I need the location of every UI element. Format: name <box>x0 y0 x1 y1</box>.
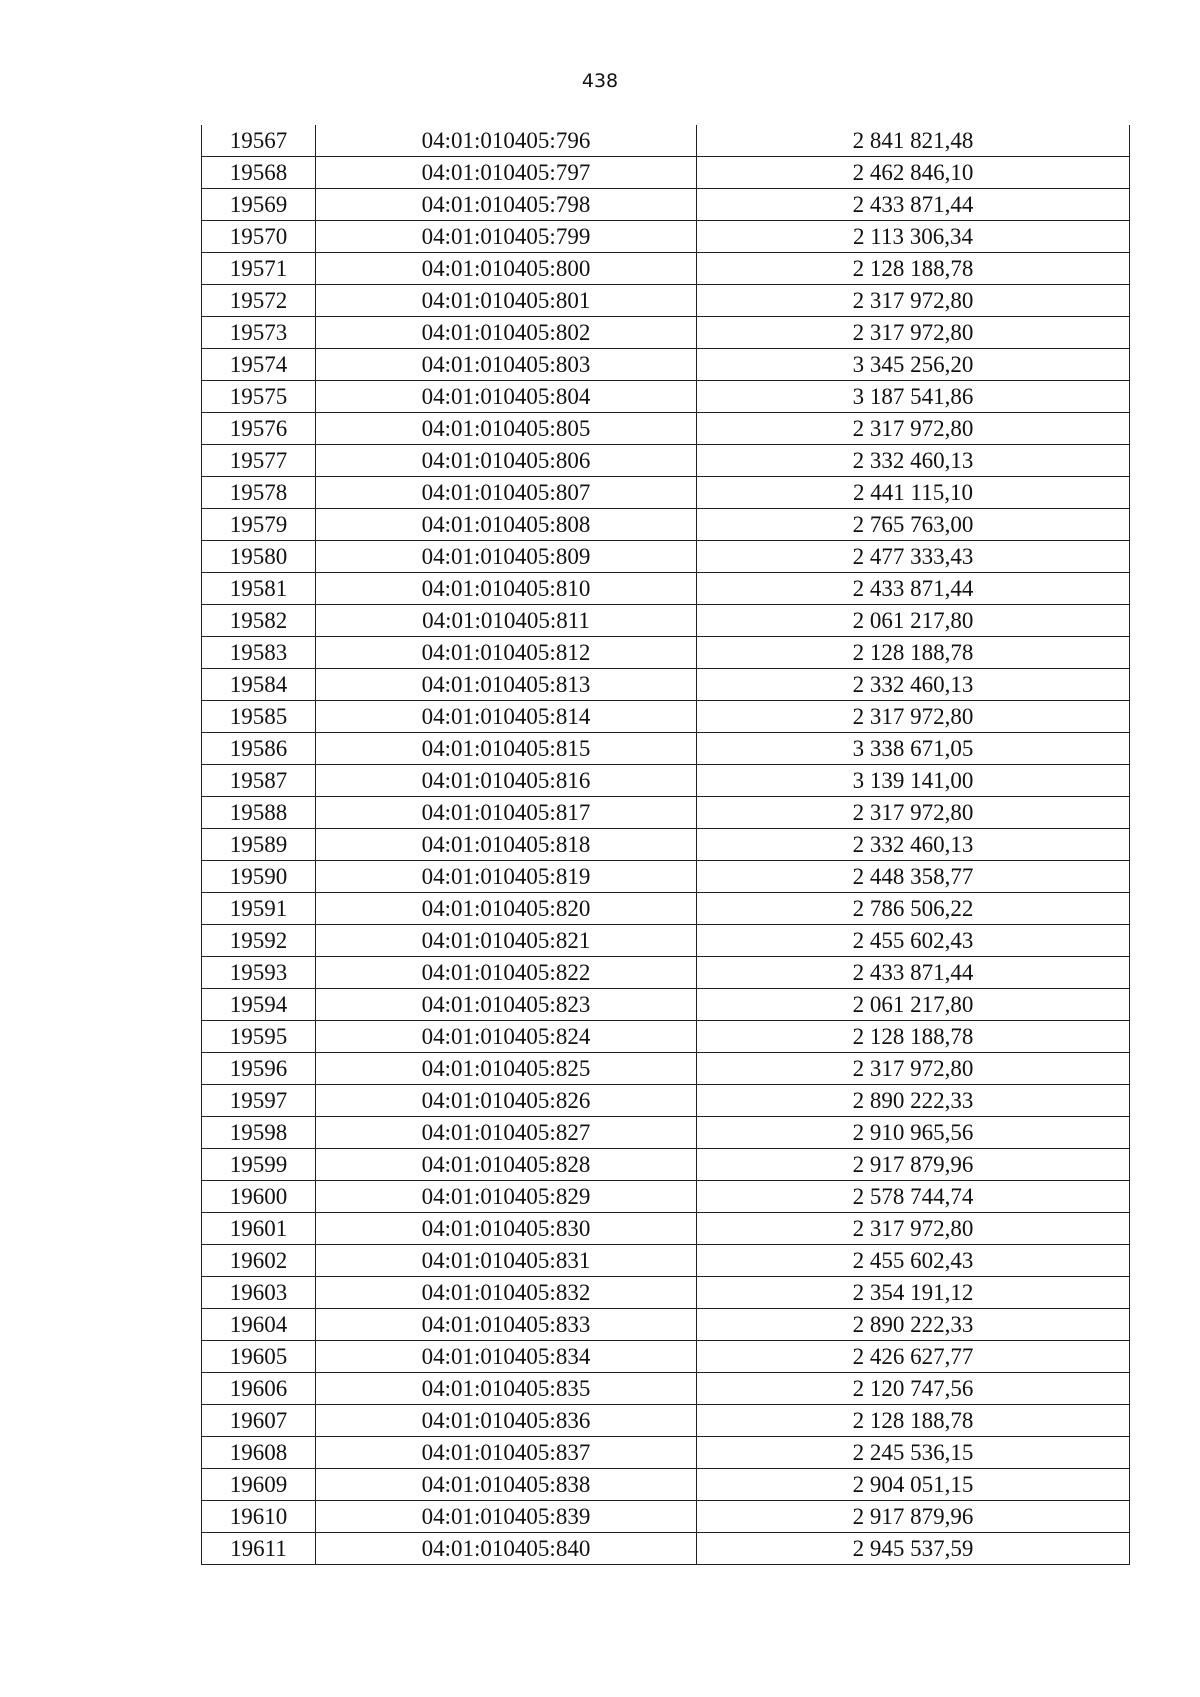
cadastral-number-cell: 04:01:010405:803 <box>316 349 697 381</box>
value-cell: 2 354 191,12 <box>697 1277 1130 1309</box>
cadastral-number-cell: 04:01:010405:802 <box>316 317 697 349</box>
cadastral-number-cell: 04:01:010405:832 <box>316 1277 697 1309</box>
row-number-cell: 19595 <box>202 1021 316 1053</box>
table-row <box>202 1373 1130 1405</box>
cadastral-number-cell: 04:01:010405:830 <box>316 1213 697 1245</box>
page-number: 438 <box>581 70 619 92</box>
value-cell: 2 433 871,44 <box>697 573 1130 605</box>
row-number-cell: 19572 <box>202 285 316 317</box>
cadastral-number-cell: 04:01:010405:839 <box>316 1501 697 1533</box>
row-number-cell: 19581 <box>202 573 316 605</box>
row-number-cell: 19594 <box>202 989 316 1021</box>
value-cell: 2 765 763,00 <box>697 509 1130 541</box>
value-cell: 2 904 051,15 <box>697 1469 1130 1501</box>
cadastral-number-cell: 04:01:010405:825 <box>316 1053 697 1085</box>
row-number-cell: 19608 <box>202 1437 316 1469</box>
cadastral-number-cell: 04:01:010405:820 <box>316 893 697 925</box>
cadastral-number-cell: 04:01:010405:813 <box>316 669 697 701</box>
row-number-cell: 19570 <box>202 221 316 253</box>
value-cell: 2 128 188,78 <box>697 1405 1130 1437</box>
table-row <box>202 765 1130 797</box>
value-cell: 2 917 879,96 <box>697 1149 1130 1181</box>
value-cell: 2 455 602,43 <box>697 1245 1130 1277</box>
value-cell: 2 890 222,33 <box>697 1085 1130 1117</box>
row-number-cell: 19580 <box>202 541 316 573</box>
cadastral-number-cell: 04:01:010405:807 <box>316 477 697 509</box>
cadastral-number-cell: 04:01:010405:811 <box>316 605 697 637</box>
value-cell: 2 786 506,22 <box>697 893 1130 925</box>
cadastral-number-cell: 04:01:010405:818 <box>316 829 697 861</box>
row-number-cell: 19577 <box>202 445 316 477</box>
value-cell: 2 910 965,56 <box>697 1117 1130 1149</box>
value-cell: 2 890 222,33 <box>697 1309 1130 1341</box>
value-cell: 2 317 972,80 <box>697 797 1130 829</box>
table-row <box>202 1085 1130 1117</box>
table-row <box>202 605 1130 637</box>
value-cell: 2 332 460,13 <box>697 669 1130 701</box>
table-row <box>202 221 1130 253</box>
value-cell: 2 477 333,43 <box>697 541 1130 573</box>
value-cell: 2 317 972,80 <box>697 285 1130 317</box>
cadastral-number-cell: 04:01:010405:827 <box>316 1117 697 1149</box>
cadastral-number-cell: 04:01:010405:828 <box>316 1149 697 1181</box>
row-number-cell: 19573 <box>202 317 316 349</box>
value-cell: 2 455 602,43 <box>697 925 1130 957</box>
table-row <box>202 189 1130 221</box>
row-number-cell: 19575 <box>202 381 316 413</box>
row-number-cell: 19600 <box>202 1181 316 1213</box>
row-number-cell: 19582 <box>202 605 316 637</box>
value-cell: 2 945 537,59 <box>697 1533 1130 1565</box>
table-row <box>202 413 1130 445</box>
table-row <box>202 509 1130 541</box>
table-row <box>202 1309 1130 1341</box>
row-number-cell: 19574 <box>202 349 316 381</box>
value-cell: 2 426 627,77 <box>697 1341 1130 1373</box>
value-cell: 2 317 972,80 <box>697 317 1130 349</box>
cadastral-number-cell: 04:01:010405:834 <box>316 1341 697 1373</box>
table-row <box>202 1405 1130 1437</box>
table-row <box>202 1245 1130 1277</box>
table-row <box>202 157 1130 189</box>
cadastral-number-cell: 04:01:010405:835 <box>316 1373 697 1405</box>
cadastral-number-cell: 04:01:010405:840 <box>316 1533 697 1565</box>
value-cell: 2 917 879,96 <box>697 1501 1130 1533</box>
cadastral-number-cell: 04:01:010405:796 <box>316 125 697 157</box>
value-cell: 2 061 217,80 <box>697 605 1130 637</box>
cadastral-number-cell: 04:01:010405:816 <box>316 765 697 797</box>
table-row <box>202 701 1130 733</box>
cadastral-number-cell: 04:01:010405:797 <box>316 157 697 189</box>
table-row <box>202 861 1130 893</box>
table-row <box>202 893 1130 925</box>
table-row <box>202 541 1130 573</box>
value-cell: 2 578 744,74 <box>697 1181 1130 1213</box>
value-cell: 2 317 972,80 <box>697 701 1130 733</box>
row-number-cell: 19610 <box>202 1501 316 1533</box>
value-cell: 3 187 541,86 <box>697 381 1130 413</box>
row-number-cell: 19584 <box>202 669 316 701</box>
value-cell: 3 345 256,20 <box>697 349 1130 381</box>
row-number-cell: 19588 <box>202 797 316 829</box>
value-cell: 2 433 871,44 <box>697 189 1130 221</box>
table-row <box>202 317 1130 349</box>
table-row <box>202 829 1130 861</box>
table-row <box>202 797 1130 829</box>
cadastral-number-cell: 04:01:010405:823 <box>316 989 697 1021</box>
table-row <box>202 573 1130 605</box>
cadastral-number-cell: 04:01:010405:824 <box>316 1021 697 1053</box>
row-number-cell: 19602 <box>202 1245 316 1277</box>
cadastral-number-cell: 04:01:010405:808 <box>316 509 697 541</box>
cadastral-number-cell: 04:01:010405:801 <box>316 285 697 317</box>
row-number-cell: 19599 <box>202 1149 316 1181</box>
cadastral-number-cell: 04:01:010405:831 <box>316 1245 697 1277</box>
table-row <box>202 1277 1130 1309</box>
row-number-cell: 19598 <box>202 1117 316 1149</box>
value-cell: 2 448 358,77 <box>697 861 1130 893</box>
row-number-cell: 19606 <box>202 1373 316 1405</box>
table-row <box>202 445 1130 477</box>
row-number-cell: 19605 <box>202 1341 316 1373</box>
cadastral-number-cell: 04:01:010405:837 <box>316 1437 697 1469</box>
row-number-cell: 19591 <box>202 893 316 925</box>
table-row <box>202 477 1130 509</box>
row-number-cell: 19607 <box>202 1405 316 1437</box>
table-row <box>202 669 1130 701</box>
cadastral-number-cell: 04:01:010405:800 <box>316 253 697 285</box>
table-row <box>202 253 1130 285</box>
cadastral-number-cell: 04:01:010405:814 <box>316 701 697 733</box>
table-body <box>202 125 1130 1565</box>
table-row <box>202 1533 1130 1565</box>
value-cell: 3 139 141,00 <box>697 765 1130 797</box>
row-number-cell: 19604 <box>202 1309 316 1341</box>
data-table <box>201 125 1130 1565</box>
value-cell: 2 841 821,48 <box>697 125 1130 157</box>
cadastral-number-cell: 04:01:010405:822 <box>316 957 697 989</box>
row-number-cell: 19586 <box>202 733 316 765</box>
table-row <box>202 989 1130 1021</box>
cadastral-number-cell: 04:01:010405:809 <box>316 541 697 573</box>
value-cell: 3 338 671,05 <box>697 733 1130 765</box>
cadastral-number-cell: 04:01:010405:798 <box>316 189 697 221</box>
value-cell: 2 113 306,34 <box>697 221 1130 253</box>
table-row <box>202 733 1130 765</box>
table-row <box>202 1021 1130 1053</box>
cadastral-number-cell: 04:01:010405:833 <box>316 1309 697 1341</box>
row-number-cell: 19589 <box>202 829 316 861</box>
row-number-cell: 19603 <box>202 1277 316 1309</box>
table-row <box>202 1469 1130 1501</box>
cadastral-number-cell: 04:01:010405:815 <box>316 733 697 765</box>
value-cell: 2 441 115,10 <box>697 477 1130 509</box>
cadastral-number-cell: 04:01:010405:817 <box>316 797 697 829</box>
row-number-cell: 19593 <box>202 957 316 989</box>
table-row <box>202 1341 1130 1373</box>
row-number-cell: 19579 <box>202 509 316 541</box>
cadastral-number-cell: 04:01:010405:829 <box>316 1181 697 1213</box>
row-number-cell: 19597 <box>202 1085 316 1117</box>
cadastral-number-cell: 04:01:010405:799 <box>316 221 697 253</box>
value-cell: 2 128 188,78 <box>697 637 1130 669</box>
row-number-cell: 19567 <box>202 125 316 157</box>
row-number-cell: 19583 <box>202 637 316 669</box>
value-cell: 2 120 747,56 <box>697 1373 1130 1405</box>
value-cell: 2 317 972,80 <box>697 413 1130 445</box>
table-row <box>202 1149 1130 1181</box>
row-number-cell: 19569 <box>202 189 316 221</box>
table-row <box>202 1117 1130 1149</box>
table-row <box>202 637 1130 669</box>
value-cell: 2 128 188,78 <box>697 1021 1130 1053</box>
value-cell: 2 332 460,13 <box>697 445 1130 477</box>
table-row <box>202 1501 1130 1533</box>
cadastral-number-cell: 04:01:010405:806 <box>316 445 697 477</box>
table-row <box>202 125 1130 157</box>
row-number-cell: 19611 <box>202 1533 316 1565</box>
row-number-cell: 19590 <box>202 861 316 893</box>
value-cell: 2 462 846,10 <box>697 157 1130 189</box>
table-row <box>202 285 1130 317</box>
value-cell: 2 433 871,44 <box>697 957 1130 989</box>
value-cell: 2 332 460,13 <box>697 829 1130 861</box>
table-row <box>202 1053 1130 1085</box>
row-number-cell: 19587 <box>202 765 316 797</box>
row-number-cell: 19568 <box>202 157 316 189</box>
cadastral-number-cell: 04:01:010405:838 <box>316 1469 697 1501</box>
value-cell: 2 245 536,15 <box>697 1437 1130 1469</box>
value-cell: 2 317 972,80 <box>697 1213 1130 1245</box>
table-row <box>202 1437 1130 1469</box>
cadastral-number-cell: 04:01:010405:819 <box>316 861 697 893</box>
cadastral-number-cell: 04:01:010405:821 <box>316 925 697 957</box>
row-number-cell: 19592 <box>202 925 316 957</box>
cadastral-number-cell: 04:01:010405:836 <box>316 1405 697 1437</box>
cadastral-number-cell: 04:01:010405:810 <box>316 573 697 605</box>
cadastral-number-cell: 04:01:010405:804 <box>316 381 697 413</box>
row-number-cell: 19609 <box>202 1469 316 1501</box>
table-row <box>202 1213 1130 1245</box>
row-number-cell: 19578 <box>202 477 316 509</box>
cadastral-number-cell: 04:01:010405:826 <box>316 1085 697 1117</box>
value-cell: 2 128 188,78 <box>697 253 1130 285</box>
row-number-cell: 19576 <box>202 413 316 445</box>
row-number-cell: 19601 <box>202 1213 316 1245</box>
table-row <box>202 1181 1130 1213</box>
table-row <box>202 349 1130 381</box>
cadastral-number-cell: 04:01:010405:805 <box>316 413 697 445</box>
table-row <box>202 381 1130 413</box>
cadastral-number-cell: 04:01:010405:812 <box>316 637 697 669</box>
row-number-cell: 19571 <box>202 253 316 285</box>
table-row <box>202 957 1130 989</box>
value-cell: 2 061 217,80 <box>697 989 1130 1021</box>
row-number-cell: 19596 <box>202 1053 316 1085</box>
row-number-cell: 19585 <box>202 701 316 733</box>
value-cell: 2 317 972,80 <box>697 1053 1130 1085</box>
table-row <box>202 925 1130 957</box>
